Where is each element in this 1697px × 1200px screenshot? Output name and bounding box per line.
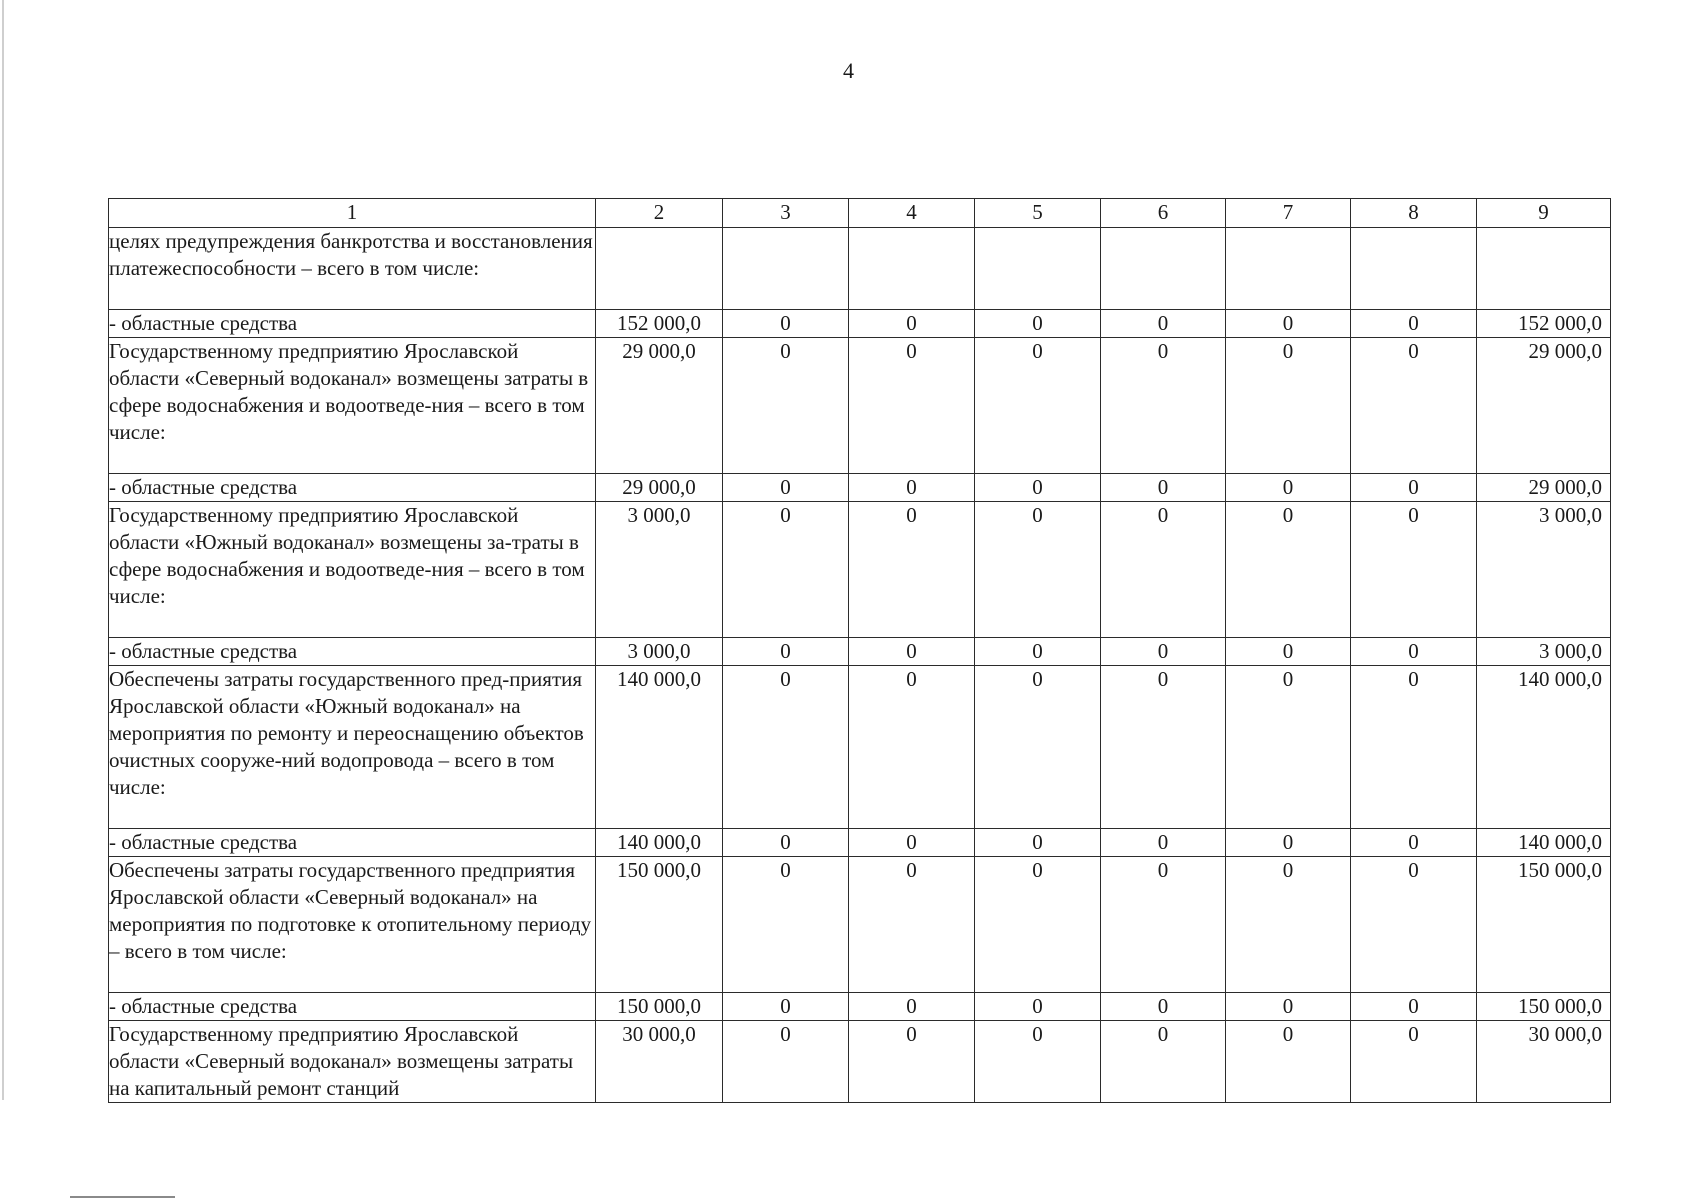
cell-value: 0: [1351, 474, 1477, 502]
cell-value: 0: [723, 829, 849, 857]
cell-value: 0: [1226, 666, 1351, 829]
cell-value: 0: [1101, 474, 1226, 502]
cell-value: 0: [1101, 829, 1226, 857]
cell-value: 29 000,0: [596, 474, 723, 502]
table-header-row: [109, 199, 1611, 228]
cell-total: 150 000,0: [1477, 993, 1611, 1021]
cell-total: 150 000,0: [1477, 857, 1611, 993]
cell-value: 0: [849, 338, 975, 474]
row-description: - областные средства: [109, 993, 596, 1021]
cell-value: 0: [1226, 638, 1351, 666]
row-description: Обеспечены затраты государственного предприятия Ярославской области «Северный водоканал» на мероприятия по подготовке к отопительному периоду – всего в том числе:: [109, 857, 596, 993]
cell-value: [1101, 228, 1226, 310]
column-header: 2: [596, 199, 723, 228]
cell-total: 3 000,0: [1477, 638, 1611, 666]
cell-value: 0: [975, 310, 1101, 338]
cell-value: [1351, 228, 1477, 310]
cell-value: 0: [975, 857, 1101, 993]
cell-value: 0: [975, 993, 1101, 1021]
row-description: Государственному предприятию Ярославской области «Северный водоканал» возмещены затраты в сфере водоснабжения и водоотведе-ния – всего в том числе:: [109, 338, 596, 474]
cell-value: [975, 228, 1101, 310]
cell-value: 0: [723, 474, 849, 502]
cell-value: 0: [975, 338, 1101, 474]
cell-total: 152 000,0: [1477, 310, 1611, 338]
cell-value: 0: [1351, 829, 1477, 857]
cell-value: 0: [849, 829, 975, 857]
cell-value: 0: [849, 638, 975, 666]
cell-total: 140 000,0: [1477, 829, 1611, 857]
row-description: Государственному предприятию Ярославской области «Южный водоканал» возмещены за-траты в сфере водоснабжения и водоотведе-ния – всего в том числе:: [109, 502, 596, 638]
cell-value: 0: [849, 993, 975, 1021]
cell-value: 0: [723, 338, 849, 474]
cell-value: 0: [1351, 338, 1477, 474]
table-row: [109, 666, 1611, 829]
cell-total: 140 000,0: [1477, 666, 1611, 829]
table-row: [109, 993, 1611, 1021]
table-row: [109, 338, 1611, 474]
row-description: - областные средства: [109, 829, 596, 857]
cell-value: 0: [1226, 829, 1351, 857]
row-description: - областные средства: [109, 310, 596, 338]
cell-value: 0: [1351, 857, 1477, 993]
cell-value: 0: [1101, 638, 1226, 666]
cell-value: 150 000,0: [596, 993, 723, 1021]
row-description: - областные средства: [109, 474, 596, 502]
cell-value: 0: [849, 857, 975, 993]
cell-value: 0: [723, 1021, 849, 1103]
column-header: 4: [849, 199, 975, 228]
table-row: [109, 857, 1611, 993]
cell-value: 0: [1101, 502, 1226, 638]
cell-total: 29 000,0: [1477, 474, 1611, 502]
cell-value: 0: [1226, 338, 1351, 474]
table-row: [109, 502, 1611, 638]
column-header: 5: [975, 199, 1101, 228]
cell-value: 0: [1226, 857, 1351, 993]
cell-total: 29 000,0: [1477, 338, 1611, 474]
cell-value: 0: [1351, 666, 1477, 829]
cell-value: [596, 228, 723, 310]
row-description: Обеспечены затраты государственного пред-приятия Ярославской области «Южный водоканал» на мероприятия по ремонту и переоснащению объектов очистных сооруже-ний водопровода – всего в том числе:: [109, 666, 596, 829]
cell-value: 0: [1351, 638, 1477, 666]
cell-value: [849, 228, 975, 310]
table-row: [109, 474, 1611, 502]
cell-value: 0: [1351, 502, 1477, 638]
table-row: [109, 829, 1611, 857]
cell-value: [1226, 228, 1351, 310]
cell-value: 0: [1351, 310, 1477, 338]
cell-value: 0: [723, 993, 849, 1021]
cell-value: 0: [975, 829, 1101, 857]
row-description: Государственному предприятию Ярославской области «Северный водоканал» возмещены затраты на капитальный ремонт станций: [109, 1021, 596, 1103]
cell-value: 0: [1101, 993, 1226, 1021]
column-header: 7: [1226, 199, 1351, 228]
cell-value: 0: [849, 310, 975, 338]
cell-value: 30 000,0: [596, 1021, 723, 1103]
cell-value: 0: [975, 474, 1101, 502]
cell-value: 0: [975, 1021, 1101, 1103]
cell-value: 0: [1226, 1021, 1351, 1103]
row-description: - областные средства: [109, 638, 596, 666]
cell-value: 0: [849, 502, 975, 638]
cell-value: 140 000,0: [596, 666, 723, 829]
cell-value: 0: [975, 666, 1101, 829]
cell-value: 152 000,0: [596, 310, 723, 338]
cell-value: 0: [1101, 338, 1226, 474]
page-left-edge: [2, 0, 4, 1100]
cell-value: 0: [849, 1021, 975, 1103]
cell-value: 0: [1226, 993, 1351, 1021]
cell-value: [723, 228, 849, 310]
cell-value: 0: [723, 310, 849, 338]
cell-value: 140 000,0: [596, 829, 723, 857]
cell-value: 0: [849, 666, 975, 829]
table-row: [109, 1021, 1611, 1103]
table-row: [109, 638, 1611, 666]
cell-value: 0: [1351, 993, 1477, 1021]
cell-value: 0: [975, 502, 1101, 638]
cell-value: 0: [1226, 310, 1351, 338]
cell-value: 0: [723, 502, 849, 638]
cell-value: 3 000,0: [596, 502, 723, 638]
cell-value: 0: [975, 638, 1101, 666]
cell-total: [1477, 228, 1611, 310]
table-row: [109, 228, 1611, 310]
cell-value: 0: [723, 857, 849, 993]
column-header: 1: [109, 199, 596, 228]
cell-total: 3 000,0: [1477, 502, 1611, 638]
column-header: 9: [1477, 199, 1611, 228]
column-header: 8: [1351, 199, 1477, 228]
cell-value: 29 000,0: [596, 338, 723, 474]
page-number: 4: [843, 58, 854, 83]
column-header: 6: [1101, 199, 1226, 228]
cell-value: 0: [723, 666, 849, 829]
cell-value: 3 000,0: [596, 638, 723, 666]
cell-value: 150 000,0: [596, 857, 723, 993]
cell-value: 0: [1101, 857, 1226, 993]
cell-value: 0: [1226, 502, 1351, 638]
table-row: [109, 310, 1611, 338]
cell-value: 0: [1101, 310, 1226, 338]
cell-value: 0: [1351, 1021, 1477, 1103]
bottom-scan-mark: [70, 1196, 175, 1198]
column-header: 3: [723, 199, 849, 228]
cell-value: 0: [1101, 1021, 1226, 1103]
cell-value: 0: [1226, 474, 1351, 502]
cell-total: 30 000,0: [1477, 1021, 1611, 1103]
budget-table: [108, 198, 1611, 1103]
cell-value: 0: [849, 474, 975, 502]
cell-value: 0: [1101, 666, 1226, 829]
cell-value: 0: [723, 638, 849, 666]
row-description: целях предупреждения банкротства и восстановления платежеспособности – всего в том числе:: [109, 228, 596, 310]
